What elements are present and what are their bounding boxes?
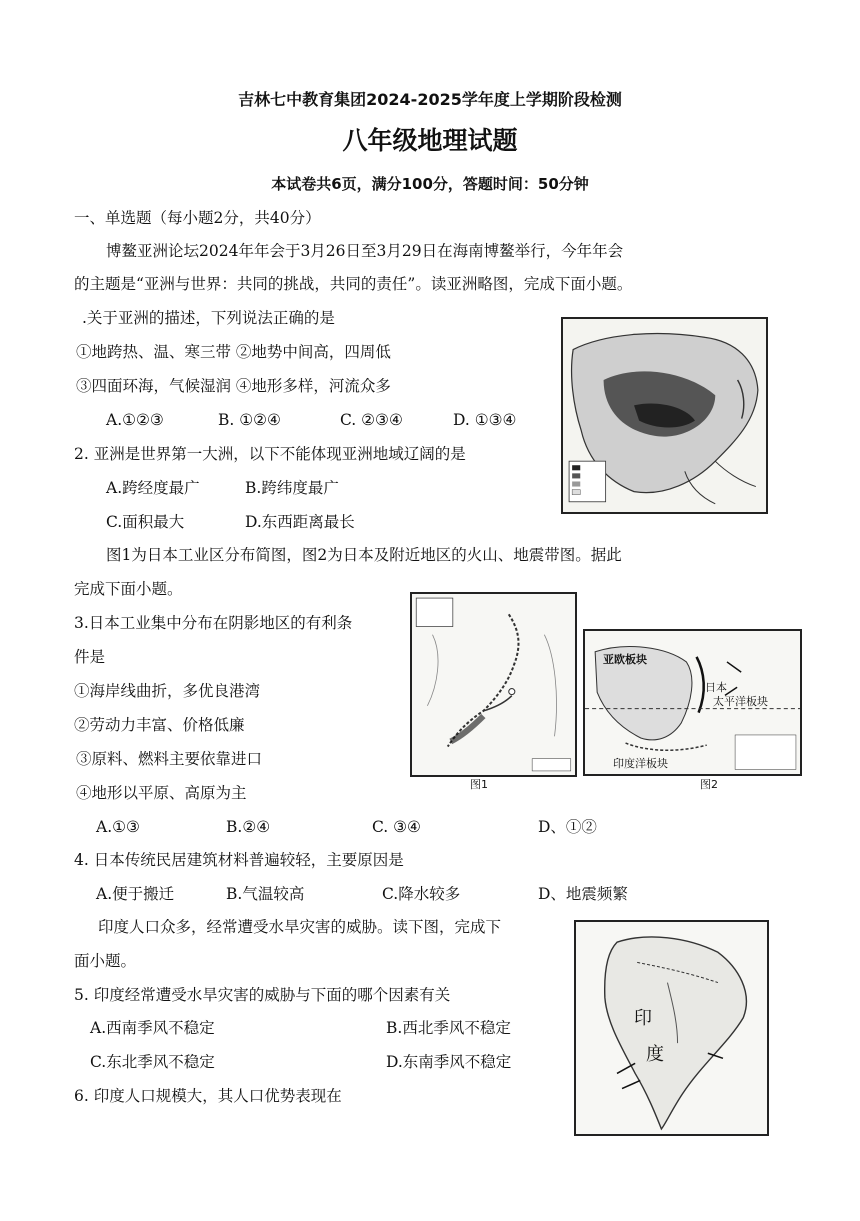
q4-choice-c: C.降水较多 bbox=[382, 885, 461, 903]
q1-statement-b: ③四面环海，气候湿润 ④地形多样，河流众多 bbox=[76, 377, 391, 395]
q1-choice-c: C. ②③④ bbox=[340, 411, 403, 429]
q5-stem: 5. 印度经常遭受水旱灾害的威胁与下面的哪个因素有关 bbox=[74, 986, 451, 1004]
intro3-line2: 面小题。 bbox=[74, 952, 137, 970]
q3-item-4: ④地形以平原、高原为主 bbox=[76, 784, 247, 802]
india-map-figure bbox=[574, 920, 769, 1136]
india-map-image bbox=[576, 922, 767, 1134]
q2-choice-d: D.东西距离最长 bbox=[245, 513, 355, 531]
q2-choice-c: C.面积最大 bbox=[106, 513, 185, 531]
q3-choice-a: A.①③ bbox=[96, 818, 140, 836]
q2-choice-a: A.跨经度最广 bbox=[106, 479, 200, 497]
q3-item-1: ①海岸线曲折，多优良港湾 bbox=[74, 682, 261, 700]
q3-choice-c: C. ③④ bbox=[372, 818, 421, 836]
q1-stem: .关于亚洲的描述，下列说法正确的是 bbox=[82, 309, 335, 327]
intro3-line1: 印度人口众多，经常遭受水旱灾害的威胁。读下图，完成下 bbox=[98, 918, 502, 936]
school-title: 吉林七中教育集团2024-2025学年度上学期阶段检测 bbox=[238, 90, 622, 109]
q2-choice-b: B.跨纬度最广 bbox=[245, 479, 339, 497]
q5-choice-c: C.东北季风不稳定 bbox=[90, 1053, 215, 1071]
japan-plates-map bbox=[583, 629, 802, 776]
intro2-line2: 完成下面小题。 bbox=[74, 580, 183, 598]
fig1-caption: 图1 bbox=[470, 778, 488, 791]
q5-choice-b: B.西北季风不稳定 bbox=[386, 1019, 511, 1037]
q2-stem: 2. 亚洲是世界第一大洲，以下不能体现亚洲地域辽阔的是 bbox=[74, 445, 466, 463]
intro1-line2: 的主题是“亚洲与世界：共同的挑战，共同的责任”。读亚洲略图，完成下面小题。 bbox=[74, 275, 633, 293]
q3-item-3: ③原料、燃料主要依靠进口 bbox=[76, 750, 263, 768]
q5-choice-d: D.东南季风不稳定 bbox=[386, 1053, 512, 1071]
q4-choice-d: D、地震频繁 bbox=[538, 885, 628, 903]
q4-choice-a: A.便于搬迁 bbox=[96, 885, 175, 903]
q3-item-2: ②劳动力丰富、价格低廉 bbox=[74, 716, 245, 734]
q4-stem: 4. 日本传统民居建筑材料普遍较轻，主要原因是 bbox=[74, 851, 404, 869]
q1-statement-a: ①地跨热、温、寒三带 ②地势中间高，四周低 bbox=[76, 343, 391, 361]
fig2-eurasian-plate-label: 亚欧板块 bbox=[603, 653, 647, 666]
q1-choice-a: A.①②③ bbox=[106, 411, 164, 429]
q3-stem-line1: 3.日本工业集中分布在阴影地区的有利条 bbox=[74, 614, 353, 632]
fig2-caption: 图2 bbox=[700, 778, 718, 791]
japan-industry-map bbox=[410, 592, 577, 777]
asia-map-image bbox=[563, 319, 766, 512]
fig2-indian-plate-label: 印度洋板块 bbox=[613, 757, 668, 770]
q1-choice-b: B. ①②④ bbox=[218, 411, 281, 429]
intro1-line1: 博鳌亚洲论坛2024年年会于3月26日至3月29日在海南博鳌举行，今年年会 bbox=[106, 242, 624, 260]
fig2-pacific-plate-label: 太平洋板块 bbox=[713, 695, 768, 708]
fig2-japan-label: 日本 bbox=[705, 681, 727, 694]
section-heading: 一、单选题（每小题2分，共40分） bbox=[74, 209, 321, 227]
japan-industry-image bbox=[412, 594, 575, 775]
intro2-line1: 图1为日本工业区分布简图，图2为日本及附近地区的火山、地震带图。据此 bbox=[106, 546, 622, 564]
q3-choice-d: D、①② bbox=[538, 818, 597, 836]
q4-choice-b: B.气温较高 bbox=[226, 885, 305, 903]
q3-choice-b: B.②④ bbox=[226, 818, 271, 836]
asia-map-figure bbox=[561, 317, 768, 514]
q5-choice-a: A.西南季风不稳定 bbox=[90, 1019, 215, 1037]
india-char-2: 度 bbox=[646, 1044, 664, 1065]
exam-info: 本试卷共6页，满分100分，答题时间：50分钟 bbox=[271, 175, 589, 193]
india-char-1: 印 bbox=[634, 1008, 652, 1029]
q1-choice-d: D. ①③④ bbox=[453, 411, 517, 429]
q6-stem: 6. 印度人口规模大，其人口优势表现在 bbox=[74, 1087, 342, 1105]
q3-stem-line2: 件是 bbox=[74, 648, 106, 666]
exam-title: 八年级地理试题 bbox=[342, 126, 518, 155]
